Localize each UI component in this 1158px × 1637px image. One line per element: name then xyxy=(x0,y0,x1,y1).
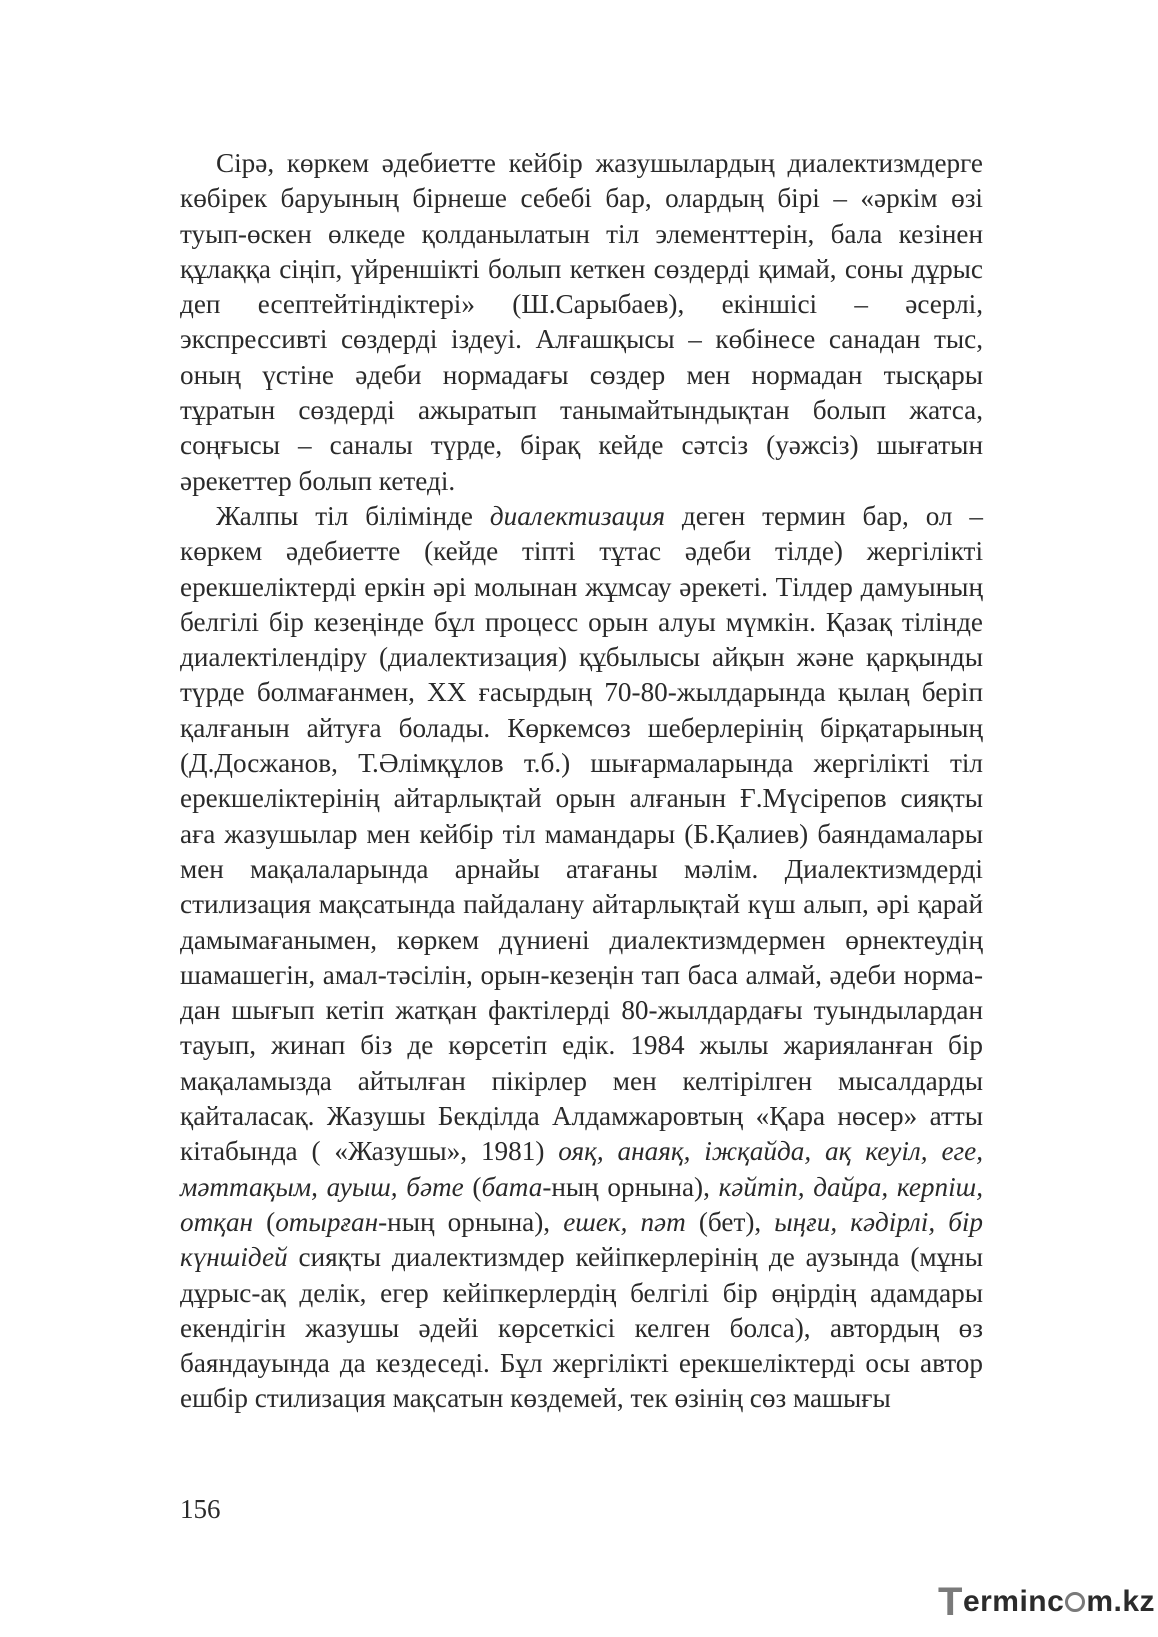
site-watermark-logo xyxy=(938,1580,1155,1624)
watermark-letter: T xyxy=(938,1580,963,1624)
text-run: -ның орнына), xyxy=(378,1206,564,1237)
italic-example-word: отырған xyxy=(275,1206,379,1237)
italic-example-words: ыңғи, кәдірлі, бір күншідей xyxy=(180,1206,984,1273)
text-run: -ның орнына), xyxy=(542,1171,719,1202)
italic-example-words: ешек, пәт xyxy=(563,1206,686,1237)
magnifier-icon xyxy=(1065,1592,1085,1612)
paragraph-2 xyxy=(180,499,983,1417)
italic-example-words: ояқ, анаяқ, іжқайда, ақ кеуіл, еге, мәттақым, ауыш, бәте xyxy=(180,1136,983,1202)
italic-example-words: кәйтіп, дайра, керпіш, отқан xyxy=(180,1171,983,1237)
text-run: (бет), xyxy=(685,1206,775,1237)
text-run: сияқты диалектизмдер кейіпкерлерінің де аузында (мұны дұрыс-ақ делік, егер кейіпкерлердің белгілі бір өңірдің адамдары екендігін жазушы әдейі көрсеткісі келген болса), автордың өз баяндауында да кездеседі. Бұл жергілікті ерекшеліктерді осы автор ешбір стилизация мақсатын көздемей, тек өзінің сөз машығы xyxy=(180,1242,983,1414)
watermark-text: m.kz xyxy=(1086,1585,1156,1618)
watermark-text: erminc xyxy=(962,1585,1065,1618)
text-run: Жалпы тіл білімінде xyxy=(216,500,490,531)
text-run: ( xyxy=(253,1206,276,1237)
italic-example-word: бата xyxy=(481,1171,543,1202)
text-run: ( xyxy=(463,1171,482,1202)
text-run: Сірә, көркем әдебиетте кейбір жазушылардың диалектизмдерге көбірек баруының бірнеше себебі бар, олардың бірі – «әркім өзі туып-өскен өлкеде қолданылатын тіл элементтерін, бала кезінен құлаққа сіңіп, үйреншікті болып кеткен сөздерді қимай, соны дұрыс деп есептейтіндіктері» (Ш.Сарыбаев), екіншісі – әсерлі, экспрессивті сөздерді іздеуі. Алғашқысы – көбінесе санадан тыс, оның үстіне әдеби нормадағы сөздер мен нормадан тысқары тұратын сөздерді ажыратып танымайтындықтан болып жатса, соңғысы – саналы түрде, бірақ кейде сәтсіз (уәжсіз) шығатын әрекеттер болып кетеді. xyxy=(180,148,983,496)
page-number: 156 xyxy=(180,1494,221,1524)
italic-term: диалектизация xyxy=(489,500,665,531)
text-run: деген термин бар, ол – көркем әдебиетте (кейде тіпті тұтас әдеби тілде) жергілікті ерекшеліктерді еркін әрі молынан жұмсау әрекеті. Тілдер дамуының белгілі бір кезеңінде бұл процесс орын алуы мүмкін. Қазақ тілінде диалектілендіру (диалектизация) құбылысы айқын және қарқынды түрде болмағанмен, ХХ ғасырдың 70-80-жылдарында қылаң беріп қалғанын айтуға болады. Көркемсөз шеберлерінің бірқатарының (Д.Досжанов, Т.Әлімқұлов т.б.) шығармаларында жергілікті тіл ерекшеліктерінің айтарлықтай орын алғанын Ғ.Мүсірепов сияқты аға жазушылар мен кейбір тіл мамандары (Б.Қалиев) баяндамалары мен мақалаларында арнайы атағаны мәлім. Диалектизмдерді стилизация мақсатында пайдалану айтарлықтай күш алып, әрі қарай дамымағанымен, көркем дүниені диалектизмдермен өрнектеудің шамашегін, амал-тәсілін, орын-кезеңін тап баса алмай, әдеби нормадан шығып кетіп жатқан фактілерді 80-жылдардағы туындылардан тауып, жинап біз де көрсетіп едік. 1984 жылы жарияланған бір мақаламызда айтылған пікірлер мен келтірілген мысалдарды қайталасақ. Жазушы Бекділда Алдамжаровтың «Қара нөсер» атты кітабында ( «Жазушы», 1981) xyxy=(180,500,983,1167)
paragraph-1 xyxy=(180,146,983,499)
page-body xyxy=(180,146,983,1417)
